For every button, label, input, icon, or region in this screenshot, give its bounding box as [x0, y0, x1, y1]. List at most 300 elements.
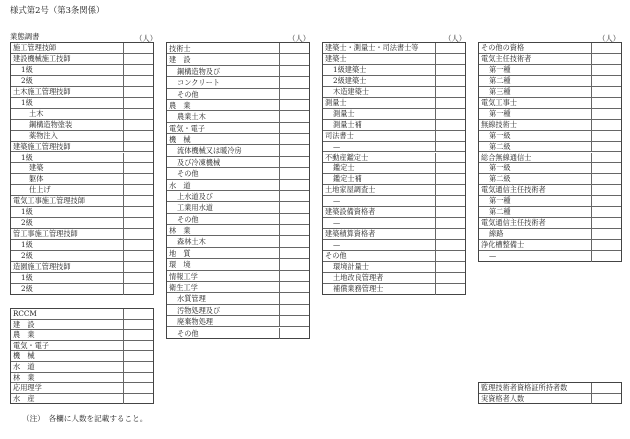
count-cell[interactable]: [279, 77, 309, 87]
count-cell[interactable]: [123, 262, 153, 272]
count-cell[interactable]: [591, 196, 621, 206]
row-label: RCCM: [13, 309, 37, 318]
count-cell[interactable]: [123, 284, 153, 295]
count-cell[interactable]: [123, 273, 153, 283]
row-label: 電気通信主任技術者: [481, 185, 546, 195]
row-label: 第一種: [489, 196, 511, 206]
count-cell[interactable]: [591, 251, 621, 262]
table-row: [167, 77, 309, 88]
table-row: [323, 163, 465, 174]
count-cell[interactable]: [591, 207, 621, 217]
table-row: [479, 131, 621, 142]
table-row: [11, 142, 153, 153]
table-row: [167, 100, 309, 111]
table-row: [167, 225, 309, 236]
row-label: 土地改良管理者: [333, 272, 384, 282]
count-cell[interactable]: [435, 240, 465, 250]
count-cell[interactable]: [591, 240, 621, 250]
count-cell[interactable]: [591, 131, 621, 141]
table-row: [323, 153, 465, 164]
survey-label: 業態調書: [10, 32, 40, 41]
row-label: 建 設: [13, 319, 35, 329]
row-label: 建設機械施工技師: [13, 53, 71, 63]
row-label: 総合無線通信士: [481, 152, 532, 162]
table-row: [323, 229, 465, 240]
table-row: [167, 89, 309, 100]
count-cell[interactable]: [591, 76, 621, 86]
table-row: [11, 43, 153, 54]
row-label: 躯体: [29, 174, 44, 184]
unit-col1: （人）: [135, 34, 158, 43]
row-label: 汚物処理及び: [177, 305, 221, 315]
count-cell[interactable]: [435, 98, 465, 108]
table-row: [11, 273, 153, 284]
row-label: 衛生工学: [169, 282, 198, 292]
table-row: [11, 207, 153, 218]
row-label: 環 境: [169, 260, 191, 270]
table-row: [479, 76, 621, 87]
row-label: 電気主任技術者: [481, 53, 532, 63]
count-cell[interactable]: [123, 229, 153, 239]
table-row: [479, 229, 621, 240]
table-row: [11, 362, 153, 373]
count-cell[interactable]: [435, 284, 465, 295]
table-row: [167, 43, 309, 54]
count-cell[interactable]: [435, 262, 465, 272]
count-cell[interactable]: [591, 174, 621, 184]
row-label: 電気工事施工管理技師: [13, 196, 85, 206]
count-cell[interactable]: [123, 383, 153, 393]
count-cell[interactable]: [279, 328, 309, 339]
count-cell[interactable]: [591, 383, 621, 393]
count-cell[interactable]: [591, 98, 621, 108]
table-row: [323, 65, 465, 76]
row-label: 電気通信主任技術者: [481, 218, 546, 228]
count-cell[interactable]: [123, 196, 153, 206]
row-label: 林 業: [169, 226, 191, 236]
row-label: 機 械: [169, 135, 191, 145]
count-cell[interactable]: [279, 316, 309, 326]
count-cell[interactable]: [279, 43, 309, 53]
count-cell[interactable]: [591, 218, 621, 228]
row-label: —: [333, 240, 341, 250]
row-label: 施工管理技師: [13, 43, 57, 52]
table-row: [323, 284, 465, 295]
row-label: 機 械: [13, 351, 35, 361]
count-cell[interactable]: [435, 196, 465, 206]
row-label: 建築積算資格者: [325, 229, 376, 239]
table-row: [11, 251, 153, 262]
row-label: —: [333, 141, 341, 151]
table-row: [11, 284, 153, 295]
table-row: [11, 383, 153, 394]
row-label: 2級: [21, 251, 33, 261]
count-cell[interactable]: [123, 251, 153, 261]
table-row: [323, 185, 465, 196]
count-cell[interactable]: [591, 163, 621, 173]
row-label: 測量士補: [333, 119, 362, 129]
row-label: その他の資格: [481, 43, 525, 52]
table-row: [323, 43, 465, 54]
row-label: 造園施工管理技師: [13, 262, 71, 271]
table-row: [11, 185, 153, 196]
count-cell[interactable]: [123, 373, 153, 383]
row-label: 補償業務管理士: [333, 283, 384, 293]
table-row: [11, 153, 153, 164]
count-cell[interactable]: [435, 109, 465, 119]
count-cell[interactable]: [123, 394, 153, 405]
row-label: 廃棄物処理: [177, 317, 213, 327]
count-cell[interactable]: [591, 109, 621, 119]
table-architects-surveyors: [322, 42, 466, 295]
count-cell[interactable]: [123, 54, 153, 64]
table-row: [167, 134, 309, 145]
unit-col3: （人）: [444, 34, 467, 43]
row-label: 測量士: [325, 97, 347, 107]
count-cell[interactable]: [435, 251, 465, 261]
table-row: [323, 76, 465, 87]
count-cell[interactable]: [279, 293, 309, 303]
count-cell[interactable]: [435, 185, 465, 195]
table-row: [167, 293, 309, 304]
count-cell[interactable]: [123, 109, 153, 119]
table-row: [11, 131, 153, 142]
table-row: [167, 248, 309, 259]
table-row: [11, 373, 153, 384]
table-row: [323, 87, 465, 98]
table-row: [323, 142, 465, 153]
table-row: [11, 351, 153, 362]
row-label: 建築: [29, 163, 44, 173]
count-cell[interactable]: [591, 65, 621, 75]
table-row: [11, 76, 153, 87]
table-row: [167, 157, 309, 168]
table-row: [167, 66, 309, 77]
count-cell[interactable]: [435, 153, 465, 163]
row-label: 建築士: [325, 53, 347, 63]
row-label: 流体機械又は暖冷房: [177, 146, 242, 156]
row-label: 1級: [21, 207, 33, 217]
count-cell[interactable]: [279, 202, 309, 212]
form-title: 様式第2号（第3条関係）: [10, 5, 105, 15]
table-row: [323, 98, 465, 109]
count-cell[interactable]: [123, 341, 153, 351]
row-label: 土木: [29, 108, 44, 118]
table-rccm: [10, 308, 154, 404]
table-row: [11, 163, 153, 174]
count-cell[interactable]: [279, 271, 309, 281]
count-cell[interactable]: [435, 163, 465, 173]
row-label: 電気・電子: [169, 123, 205, 133]
count-cell[interactable]: [591, 185, 621, 195]
row-label: 建築設備資格者: [325, 207, 376, 217]
row-label: 鋼構造物塗装: [29, 119, 73, 129]
count-cell[interactable]: [123, 98, 153, 108]
table-row: [167, 305, 309, 316]
table-supervising-engineers: [478, 382, 622, 404]
count-cell[interactable]: [123, 65, 153, 75]
row-label: その他: [177, 328, 199, 338]
count-cell[interactable]: [435, 65, 465, 75]
count-cell[interactable]: [279, 145, 309, 155]
table-other-qualifications: [478, 42, 622, 262]
count-cell[interactable]: [123, 120, 153, 130]
table-row: [167, 236, 309, 247]
table-row: [167, 191, 309, 202]
row-label: 第二種: [489, 207, 511, 217]
count-cell[interactable]: [279, 54, 309, 64]
row-label: 情報工学: [169, 271, 198, 281]
count-cell[interactable]: [279, 248, 309, 258]
table-row: [479, 142, 621, 153]
table-row: [167, 259, 309, 270]
count-cell[interactable]: [123, 43, 153, 53]
table-row: [479, 185, 621, 196]
table-row: [11, 109, 153, 120]
row-label: 1級: [21, 64, 33, 74]
row-label: その他: [325, 251, 347, 261]
count-cell[interactable]: [279, 89, 309, 99]
count-cell[interactable]: [591, 229, 621, 239]
row-label: 鑑定士: [333, 163, 355, 173]
row-label: 1級: [21, 152, 33, 162]
count-cell[interactable]: [435, 273, 465, 283]
count-cell[interactable]: [435, 229, 465, 239]
row-label: 1級: [21, 240, 33, 250]
count-cell[interactable]: [435, 218, 465, 228]
table-row: [479, 383, 621, 394]
count-cell[interactable]: [123, 351, 153, 361]
count-cell[interactable]: [123, 174, 153, 184]
table-row: [479, 54, 621, 65]
row-label: 線路: [489, 229, 504, 239]
count-cell[interactable]: [591, 43, 621, 53]
table-row: [167, 214, 309, 225]
table-construction-managers: [10, 42, 154, 295]
count-cell[interactable]: [279, 157, 309, 167]
table-row: [323, 273, 465, 284]
table-row: [323, 196, 465, 207]
table-row: [167, 328, 309, 339]
count-cell[interactable]: [435, 207, 465, 217]
count-cell[interactable]: [123, 218, 153, 228]
table-row: [11, 54, 153, 65]
table-row: [323, 218, 465, 229]
count-cell[interactable]: [123, 142, 153, 152]
count-cell[interactable]: [279, 111, 309, 121]
count-cell[interactable]: [279, 123, 309, 133]
row-label: 水 産: [13, 393, 35, 403]
table-row: [167, 123, 309, 134]
row-label: その他: [177, 214, 199, 224]
row-label: 測量士: [333, 108, 355, 118]
table-row: [167, 168, 309, 179]
count-cell[interactable]: [123, 330, 153, 340]
row-label: —: [489, 251, 497, 261]
count-cell[interactable]: [123, 320, 153, 330]
row-label: 2級: [21, 75, 33, 85]
row-label: 第二種: [489, 75, 511, 85]
count-cell[interactable]: [123, 163, 153, 173]
table-row: [11, 330, 153, 341]
footnote: （注） 各欄に人数を記載すること。: [22, 414, 148, 423]
row-label: 浄化槽整備士: [481, 240, 525, 250]
table-row: [479, 65, 621, 76]
row-label: 司法書士: [325, 130, 354, 140]
row-label: 土地家屋調査士: [325, 185, 376, 195]
table-row: [11, 320, 153, 331]
row-label: 1級: [21, 272, 33, 282]
row-label: 水 道: [169, 180, 191, 190]
table-row: [323, 251, 465, 262]
row-label: 第一級: [489, 163, 511, 173]
row-label: 建 設: [169, 55, 191, 65]
count-cell[interactable]: [123, 362, 153, 372]
row-label: 水 道: [13, 362, 35, 371]
count-cell[interactable]: [279, 180, 309, 190]
count-cell[interactable]: [123, 240, 153, 250]
count-cell[interactable]: [279, 225, 309, 235]
row-label: 技術士: [169, 44, 191, 53]
row-label: コンクリート: [177, 78, 220, 88]
count-cell[interactable]: [279, 100, 309, 110]
count-cell[interactable]: [279, 134, 309, 144]
table-row: [11, 98, 153, 109]
table-row: [323, 131, 465, 142]
row-label: 1級建築士: [333, 64, 367, 74]
count-cell[interactable]: [435, 54, 465, 64]
count-cell[interactable]: [279, 259, 309, 269]
table-row: [479, 207, 621, 218]
count-cell[interactable]: [123, 76, 153, 86]
count-cell[interactable]: [279, 236, 309, 246]
table-row: [167, 316, 309, 327]
count-cell[interactable]: [435, 76, 465, 86]
row-label: 2級: [21, 218, 33, 228]
count-cell[interactable]: [591, 142, 621, 152]
table-row: [11, 65, 153, 76]
count-cell[interactable]: [123, 207, 153, 217]
table-row: [479, 218, 621, 229]
table-row: [11, 341, 153, 352]
table-row: [167, 54, 309, 65]
row-label: 管工事施工管理技師: [13, 229, 78, 239]
row-label: 木造建築士: [333, 86, 369, 96]
count-cell[interactable]: [435, 142, 465, 152]
row-label: 第一種: [489, 108, 511, 118]
table-professional-engineer: [166, 42, 310, 339]
row-label: 1級: [21, 97, 33, 107]
table-row: [479, 163, 621, 174]
count-cell[interactable]: [435, 87, 465, 97]
count-cell[interactable]: [279, 282, 309, 292]
count-cell[interactable]: [123, 153, 153, 163]
table-row: [167, 282, 309, 293]
row-label: 電気工事士: [481, 97, 517, 107]
row-label: 2級: [21, 283, 33, 293]
table-row: [11, 218, 153, 229]
row-label: 上水道及び: [177, 191, 213, 201]
row-label: —: [333, 196, 341, 206]
table-row: [11, 309, 153, 320]
count-cell[interactable]: [123, 87, 153, 97]
unit-col4: （人）: [598, 34, 621, 43]
count-cell[interactable]: [123, 309, 153, 319]
row-label: その他: [177, 89, 199, 99]
table-row: [11, 262, 153, 273]
count-cell[interactable]: [591, 120, 621, 130]
count-cell[interactable]: [591, 153, 621, 163]
table-row: [479, 87, 621, 98]
row-label: その他: [177, 169, 199, 179]
count-cell[interactable]: [123, 185, 153, 195]
row-label: 地 質: [169, 248, 191, 258]
row-label: 土木施工管理技師: [13, 86, 71, 96]
count-cell[interactable]: [435, 131, 465, 141]
table-row: [479, 109, 621, 120]
table-row: [167, 180, 309, 191]
table-row: [167, 145, 309, 156]
table-row: [11, 229, 153, 240]
count-cell[interactable]: [435, 174, 465, 184]
table-row: [323, 109, 465, 120]
row-label: 応用理学: [13, 383, 42, 393]
table-row: [167, 111, 309, 122]
count-cell[interactable]: [279, 168, 309, 178]
row-label: 監理技術者資格証所持者数: [481, 383, 568, 392]
row-label: 第二級: [489, 174, 511, 184]
row-label: 工業用水道: [177, 203, 213, 213]
table-row: [479, 394, 621, 405]
table-row: [167, 271, 309, 282]
table-row: [11, 196, 153, 207]
row-label: 第二級: [489, 141, 511, 151]
row-label: 環境計量士: [333, 262, 369, 271]
table-row: [323, 262, 465, 273]
table-row: [323, 240, 465, 251]
row-label: 農 業: [13, 330, 35, 340]
row-label: 水質管理: [177, 294, 206, 304]
row-label: 第三種: [489, 86, 511, 96]
table-row: [479, 251, 621, 262]
row-label: 森林土木: [177, 237, 206, 247]
count-cell[interactable]: [279, 66, 309, 76]
count-cell[interactable]: [279, 214, 309, 224]
count-cell[interactable]: [435, 43, 465, 53]
table-row: [479, 174, 621, 185]
row-label: 薬物注入: [29, 130, 58, 140]
count-cell[interactable]: [435, 120, 465, 130]
count-cell[interactable]: [123, 131, 153, 141]
count-cell[interactable]: [279, 191, 309, 201]
table-row: [479, 196, 621, 207]
count-cell[interactable]: [591, 87, 621, 97]
table-row: [479, 153, 621, 164]
table-row: [11, 394, 153, 405]
table-row: [323, 207, 465, 218]
table-row: [323, 120, 465, 131]
table-row: [323, 54, 465, 65]
count-cell[interactable]: [591, 394, 621, 405]
row-label: 電気・電子: [13, 340, 49, 350]
count-cell[interactable]: [591, 54, 621, 64]
count-cell[interactable]: [279, 305, 309, 315]
table-row: [167, 202, 309, 213]
row-label: 鋼構造物及び: [177, 66, 221, 76]
table-row: [479, 240, 621, 251]
table-row: [479, 120, 621, 131]
row-label: 仕上げ: [29, 185, 51, 195]
